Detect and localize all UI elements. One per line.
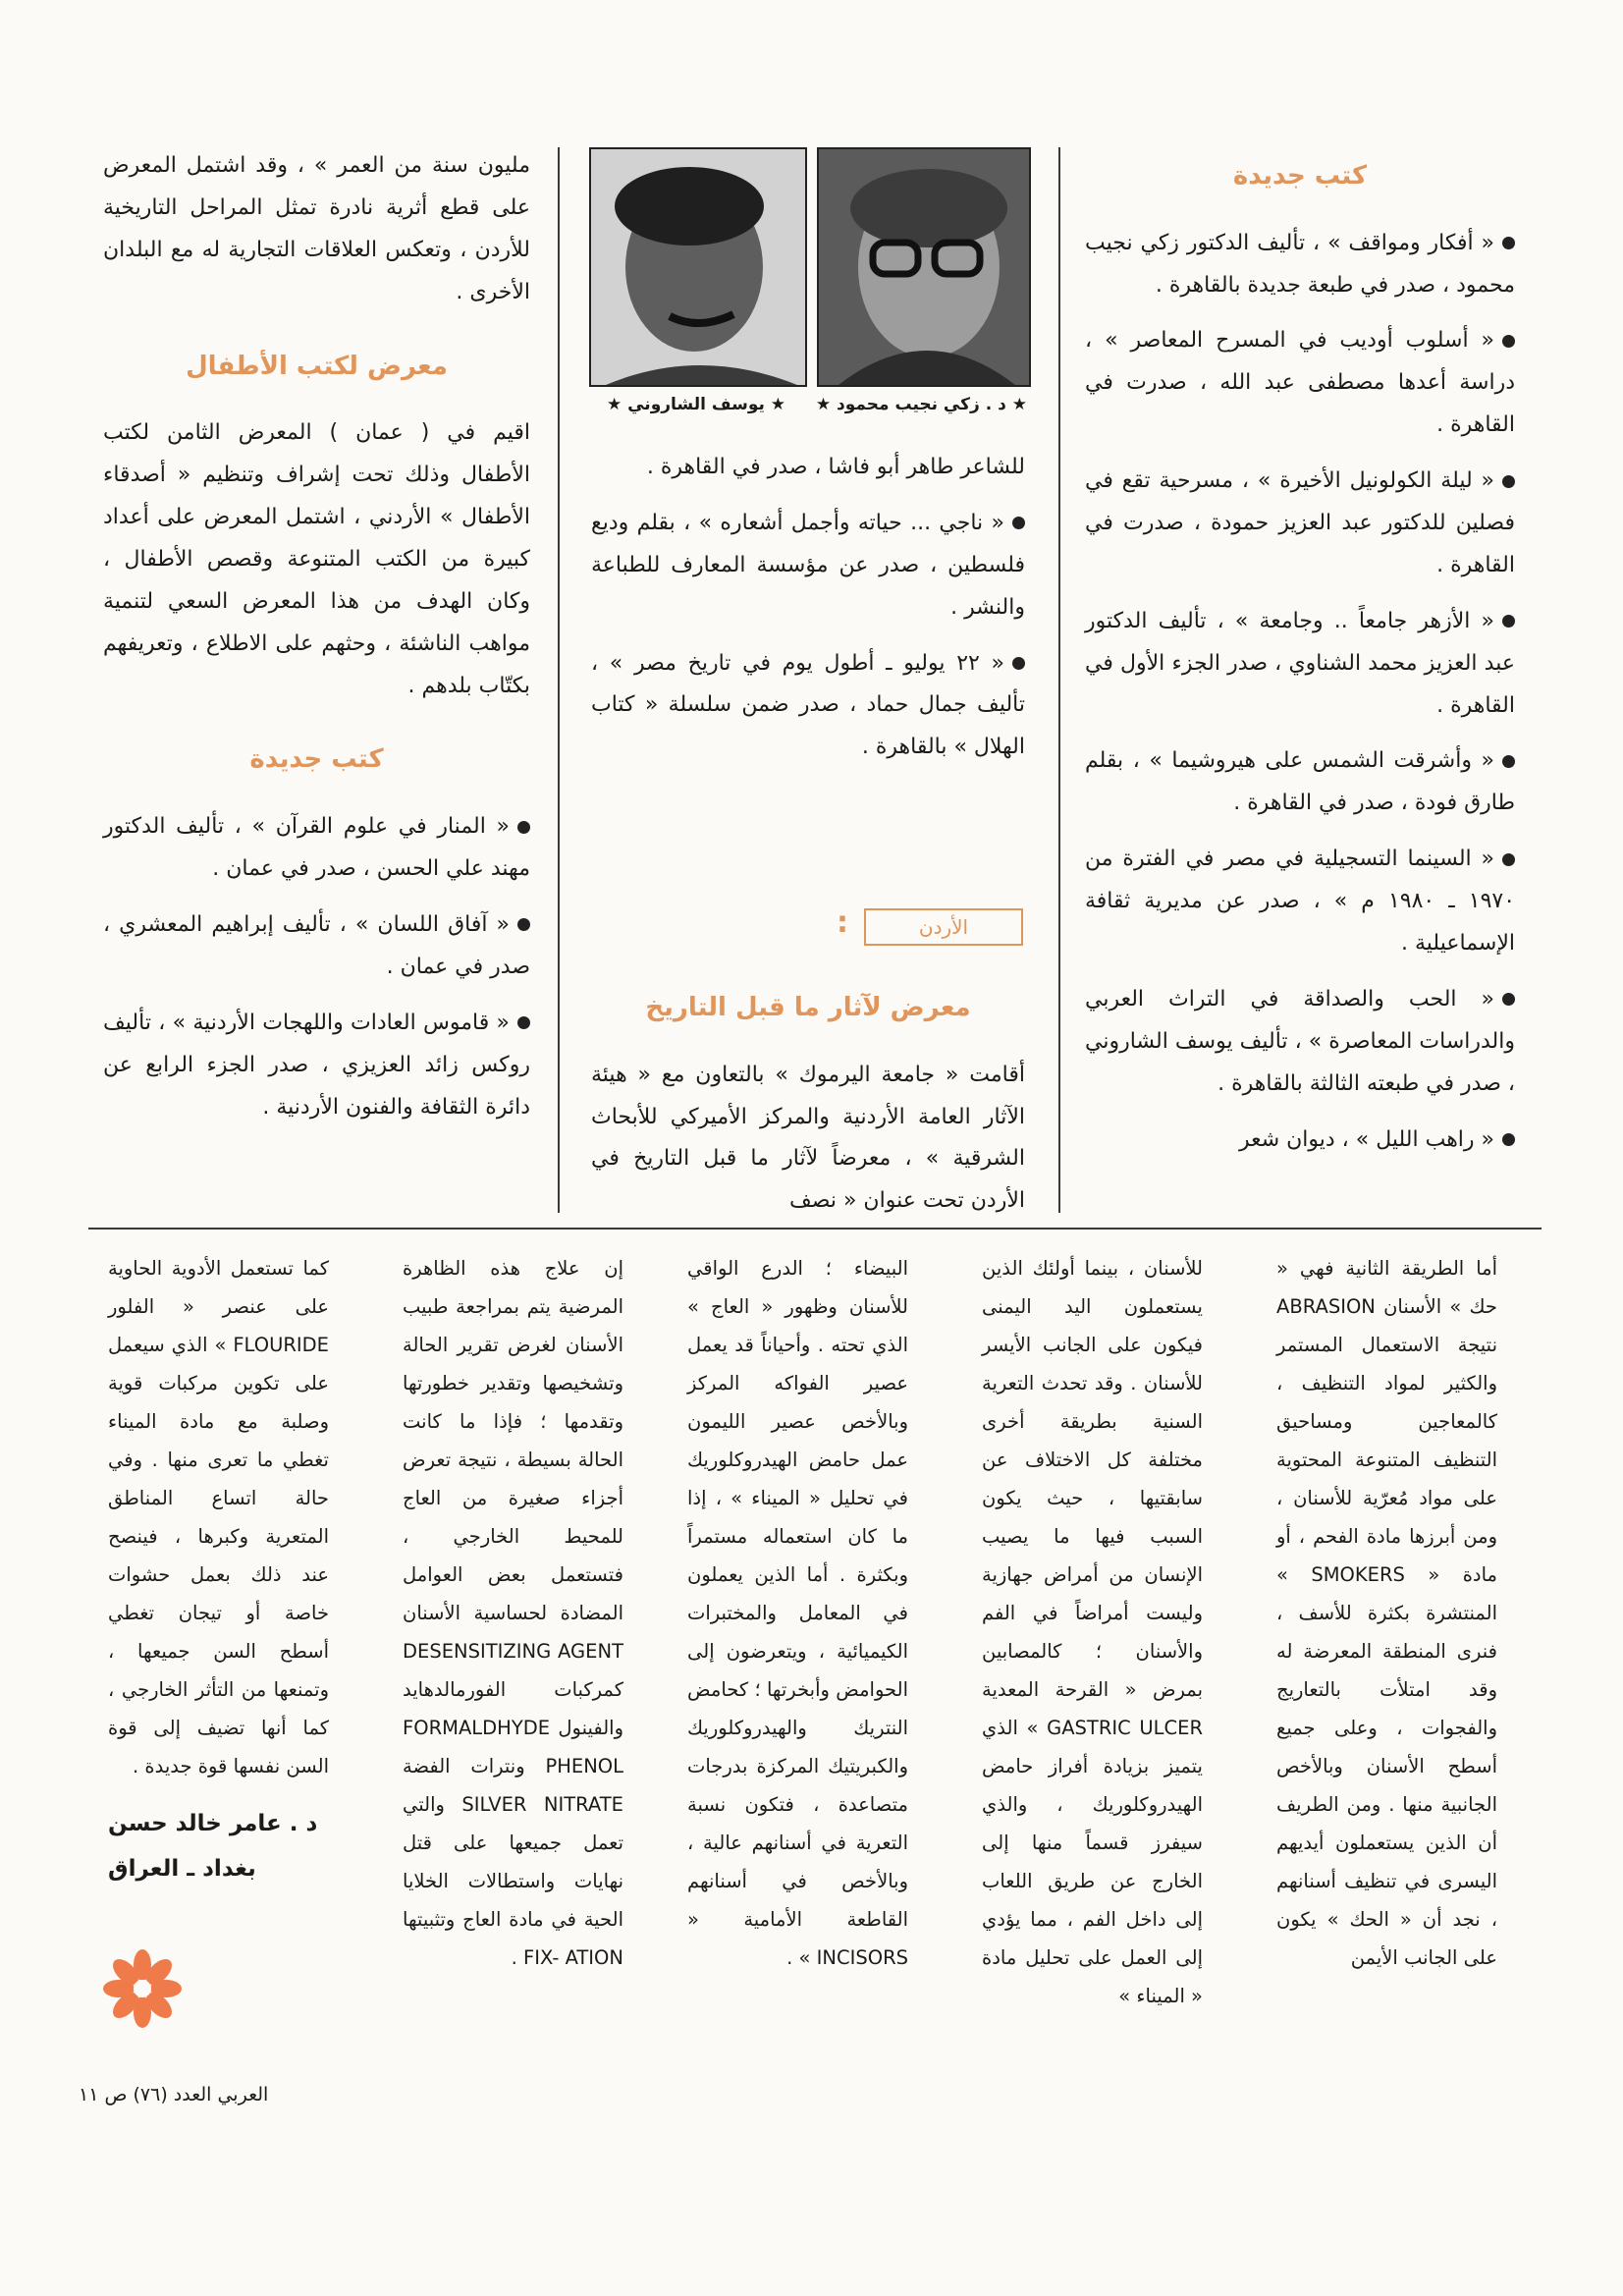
bullet-icon (517, 1016, 530, 1029)
middle-section-title: معرض لآثار ما قبل التاريخ (645, 993, 971, 1022)
list-item: « ٢٢ يوليو ـ أطول يوم في تاريخ مصر » ، تأليف جمال حماد ، صدر ضمن سلسلة « كتاب الهلال » بالقاهرة . (591, 650, 1025, 760)
left-section2-title: كتب جديدة (249, 744, 384, 775)
column-divider (1058, 147, 1060, 1213)
bullet-icon (517, 918, 530, 931)
middle-section (591, 977, 1025, 1236)
bullet-icon (1502, 1133, 1515, 1146)
list-item: « قاموس العادات واللهجات الأردنية » ، تأليف روكس زائد العزيزي ، صدر الجزء الرابع عن دائرة الثقافة والفنون الأردنية . (103, 1010, 530, 1120)
bullet-icon (1502, 475, 1515, 488)
left-intro: مليون سنة من العمر » ، وقد اشتمل المعرض على قطع أثرية نادرة تمثل المراحل التاريخية للأردن ، وتعكس العلاقات التجارية له مع البلدان الأخرى . (103, 153, 530, 304)
bottom-column-3: البيضاء ؛ الدرع الواقي للأسنان وظهور « العاج » الذي تحته . وأحياناً قد يعمل عصير الفواكه المركز وبالأخص عصير الليمون عمل حامض الهيدروكلوريك في تحليل « الميناء » ، إذا ما كان استعماله مستمراً وبكثرة . أما الذين يعملون في المعامل والمختبرات الكيميائية ، ويتعرضون إلى الحوامض وأبخرتها ؛ كحامض النتريك والهيدروكلوريك والكبريتيك المركزة بدرجات متصاعدة ، فتكون نسبة التعرية في أسنانهم عالية ، وبالأخص في أسنانهم القاطعة الأمامية « INCISORS » . (687, 1257, 908, 1969)
photo-caption-left: ★ يوسف الشاروني ★ (606, 395, 786, 414)
middle-section-text: أقامت « جامعة اليرموك » بالتعاون مع « هيئة الآثار العامة الأردنية والمركز الأميركي للأبحاث الشرقية » ، معرضاً لآثار ما قبل التاريخ في الأردن تحت عنوان « نصف (591, 1062, 1025, 1214)
list-item: « الحب والصداقة في التراث العربي والدراسات المعاصرة » ، تأليف يوسف الشاروني ، صدر في طبعته الثالثة بالقاهرة . (1085, 986, 1515, 1096)
list-item: « ناجي ... حياته وأجمل أشعاره » ، بقلم وديع فلسطين ، صدر عن مؤسسة المعارف للطباعة والنشر . (591, 510, 1025, 620)
bullet-icon (1502, 615, 1515, 628)
bullet-icon (1012, 657, 1025, 670)
section-divider (88, 1228, 1542, 1230)
bullet-icon (1502, 237, 1515, 249)
bullet-icon (1502, 755, 1515, 768)
middle-column (591, 447, 1025, 783)
photo-zaki-naguib-mahmoud (817, 147, 1031, 387)
bullet-icon (1012, 517, 1025, 529)
bottom-column-5: كما تستعمل الأدوية الحاوية على عنصر « الفلور FLOURIDE » الذي سيعمل على تكوين مركبات قوية وصلبة مع مادة الميناء تغطي ما تعرى منها . وفي حالة اتساع المناطق المتعرية وكبرها ، فينصح عند ذلك بعمل حشوات خاصة أو تيجان تغطي أسطح السن جميعها ، وتمنعها من التأثر الخارجي ، كما أنها تضيف إلى قوة السن نفسها قوة جديدة . د . عامر خالد حسن بغداد ـ العراق (108, 1249, 329, 1891)
photo-caption-right: ★ د . زكي نجيب محمود ★ (815, 395, 1027, 414)
column-divider (558, 147, 560, 1213)
left-section1-text: اقيم في ( عمان ) المعرض الثامن لكتب الأطفال وذلك تحت إشراف وتنظيم « أصدقاء الأطفال » الأردني ، اشتمل المعرض على أعداد كبيرة من الكتب المتنوعة وقصص الأطفال ، وكان الهدف من هذا المعرض السعي لتنمية مواهب الناشئة ، وحثهم على الاطلاع ، وتعريفهم بكتّاب بلدهم . (103, 420, 530, 698)
right-column (1085, 145, 1515, 1175)
bullet-icon (1502, 993, 1515, 1006)
left-section1-title: معرض لكتب الأطفال (186, 351, 448, 381)
bottom-column-2: للأسنان ، بينما أولئك الذين يستعملون اليد اليمنى فيكون على الجانب الأيسر للأسنان . وقد تحدث التعرية السنية بطريقة أخرى مختلفة كل الاختلاف عن سابقتيها ، حيث يكون السبب فيها ما يصيب الإنسان من أمراض جهازية وليست أمراضاً في الفم والأسنان ؛ كالمصابين بمرض « القرحة المعدية GASTRIC ULCER » الذي يتميز بزيادة أفراز حامض الهيدروكلوريك ، والذي سيفرز قسماً منها إلى الخارج عن طريق اللعاب إلى داخل الفم ، مما يؤدي إلى العمل على تحليل مادة « الميناء » (982, 1257, 1203, 2007)
list-item: « ليلة الكولونيل الأخيرة » ، مسرحية تقع في فصلين للدكتور عبد العزيز حمودة ، صدرت في القاهرة . (1085, 468, 1515, 577)
right-section-title: كتب جديدة (1232, 161, 1368, 191)
bullet-icon (517, 821, 530, 834)
list-item: « أفكار ومواقف » ، تأليف الدكتور زكي نجيب محمود ، صدر في طبعة جديدة بالقاهرة . (1085, 230, 1515, 298)
page-footer: العربي العدد (٧٦) ص ١١ (79, 2084, 269, 2105)
colon-ornament: : (837, 905, 848, 940)
list-item: « راهب الليل » ، ديوان شعر (1085, 1120, 1515, 1162)
portrait-icon (591, 149, 805, 385)
list-item: « السينما التسجيلية في مصر في الفترة من ١٩٧٠ ـ ١٩٨٠ م » ، صدر عن مديرية ثقافة الإسماعيلية . (1085, 847, 1516, 957)
bullet-icon (1502, 335, 1515, 348)
left-column (103, 145, 530, 1142)
middle-intro: للشاعر طاهر أبو فاشا ، صدر في القاهرة . (646, 455, 1025, 479)
portrait-icon (819, 149, 1029, 385)
author-name: د . عامر خالد حسن (108, 1811, 318, 1836)
list-item: « أسلوب أوديب في المسرح المعاصر » ، دراسة أعدها مصطفى عبد الله ، صدرت في القاهرة . (1085, 328, 1515, 438)
photo-youssef-sharouni (589, 147, 807, 387)
country-label: الأردن (918, 915, 969, 939)
bottom-column-4: إن علاج هذه الظاهرة المرضية يتم بمراجعة طبيب الأسنان لغرض تقرير الحالة وتشخيصها وتقدير خطورتها وتقدمها ؛ فإذا ما كانت الحالة بسيطة ، نتيجة تعرض أجزاء صغيرة من العاج للمحيط الخارجي ، فتستعمل بعض العوامل المضادة لحساسية الأسنان DESENSITIZING AGENT كمركبات الفورمالدهايد والفينول FORMALDHYDE PHENOL ونترات الفضة SILVER NITRATE والتي تعمل جميعها على قتل نهايات واستطالات الخلايا الحية في مادة العاج وتثبيتها FIX- ATION . (403, 1257, 623, 1969)
author-location: بغداد ـ العراق (108, 1856, 256, 1882)
list-item: « وأشرقت الشمس على هيروشيما » ، بقلم طارق فودة ، صدر في القاهرة . (1085, 748, 1515, 816)
list-item: « آفاق اللسان » ، تأليف إبراهيم المعشري ، صدر في عمان . (103, 911, 530, 979)
flower-ornament-icon (103, 1949, 182, 2028)
list-item: « المنار في علوم القرآن » ، تأليف الدكتور مهند علي الحسن ، صدر في عمان . (103, 814, 530, 882)
list-item: « الأزهر جامعاً .. وجامعة » ، تأليف الدكتور عبد العزيز محمد الشناوي ، صدر الجزء الأول في القاهرة . (1085, 608, 1515, 718)
bottom-column-1: أما الطريقة الثانية فهي « حك » الأسنان ABRASION نتيجة الاستعمال المستمر والكثير لمواد التنظيف ، كالمعاجين ومساحيق التنظيف المتنوعة المحتوية على مواد مُعرّية للأسنان ، ومن أبرزها مادة الفحم ، أو مادة « SMOKERS » المنتشرة بكثرة للأسف ، فنرى المنطقة المعرضة له وقد امتلأت بالتعاريج والفجوات ، وعلى جميع أسطح الأسنان وبالأخص الجانبية منها . ومن الطريف أن الذين يستعملون أيديهم اليسرى في تنظيف أسنانهم ، نجد أن « الحك » يكون على الجانب الأيمن (1276, 1257, 1497, 1969)
country-label-box (864, 908, 1023, 946)
bullet-icon (1502, 853, 1515, 866)
